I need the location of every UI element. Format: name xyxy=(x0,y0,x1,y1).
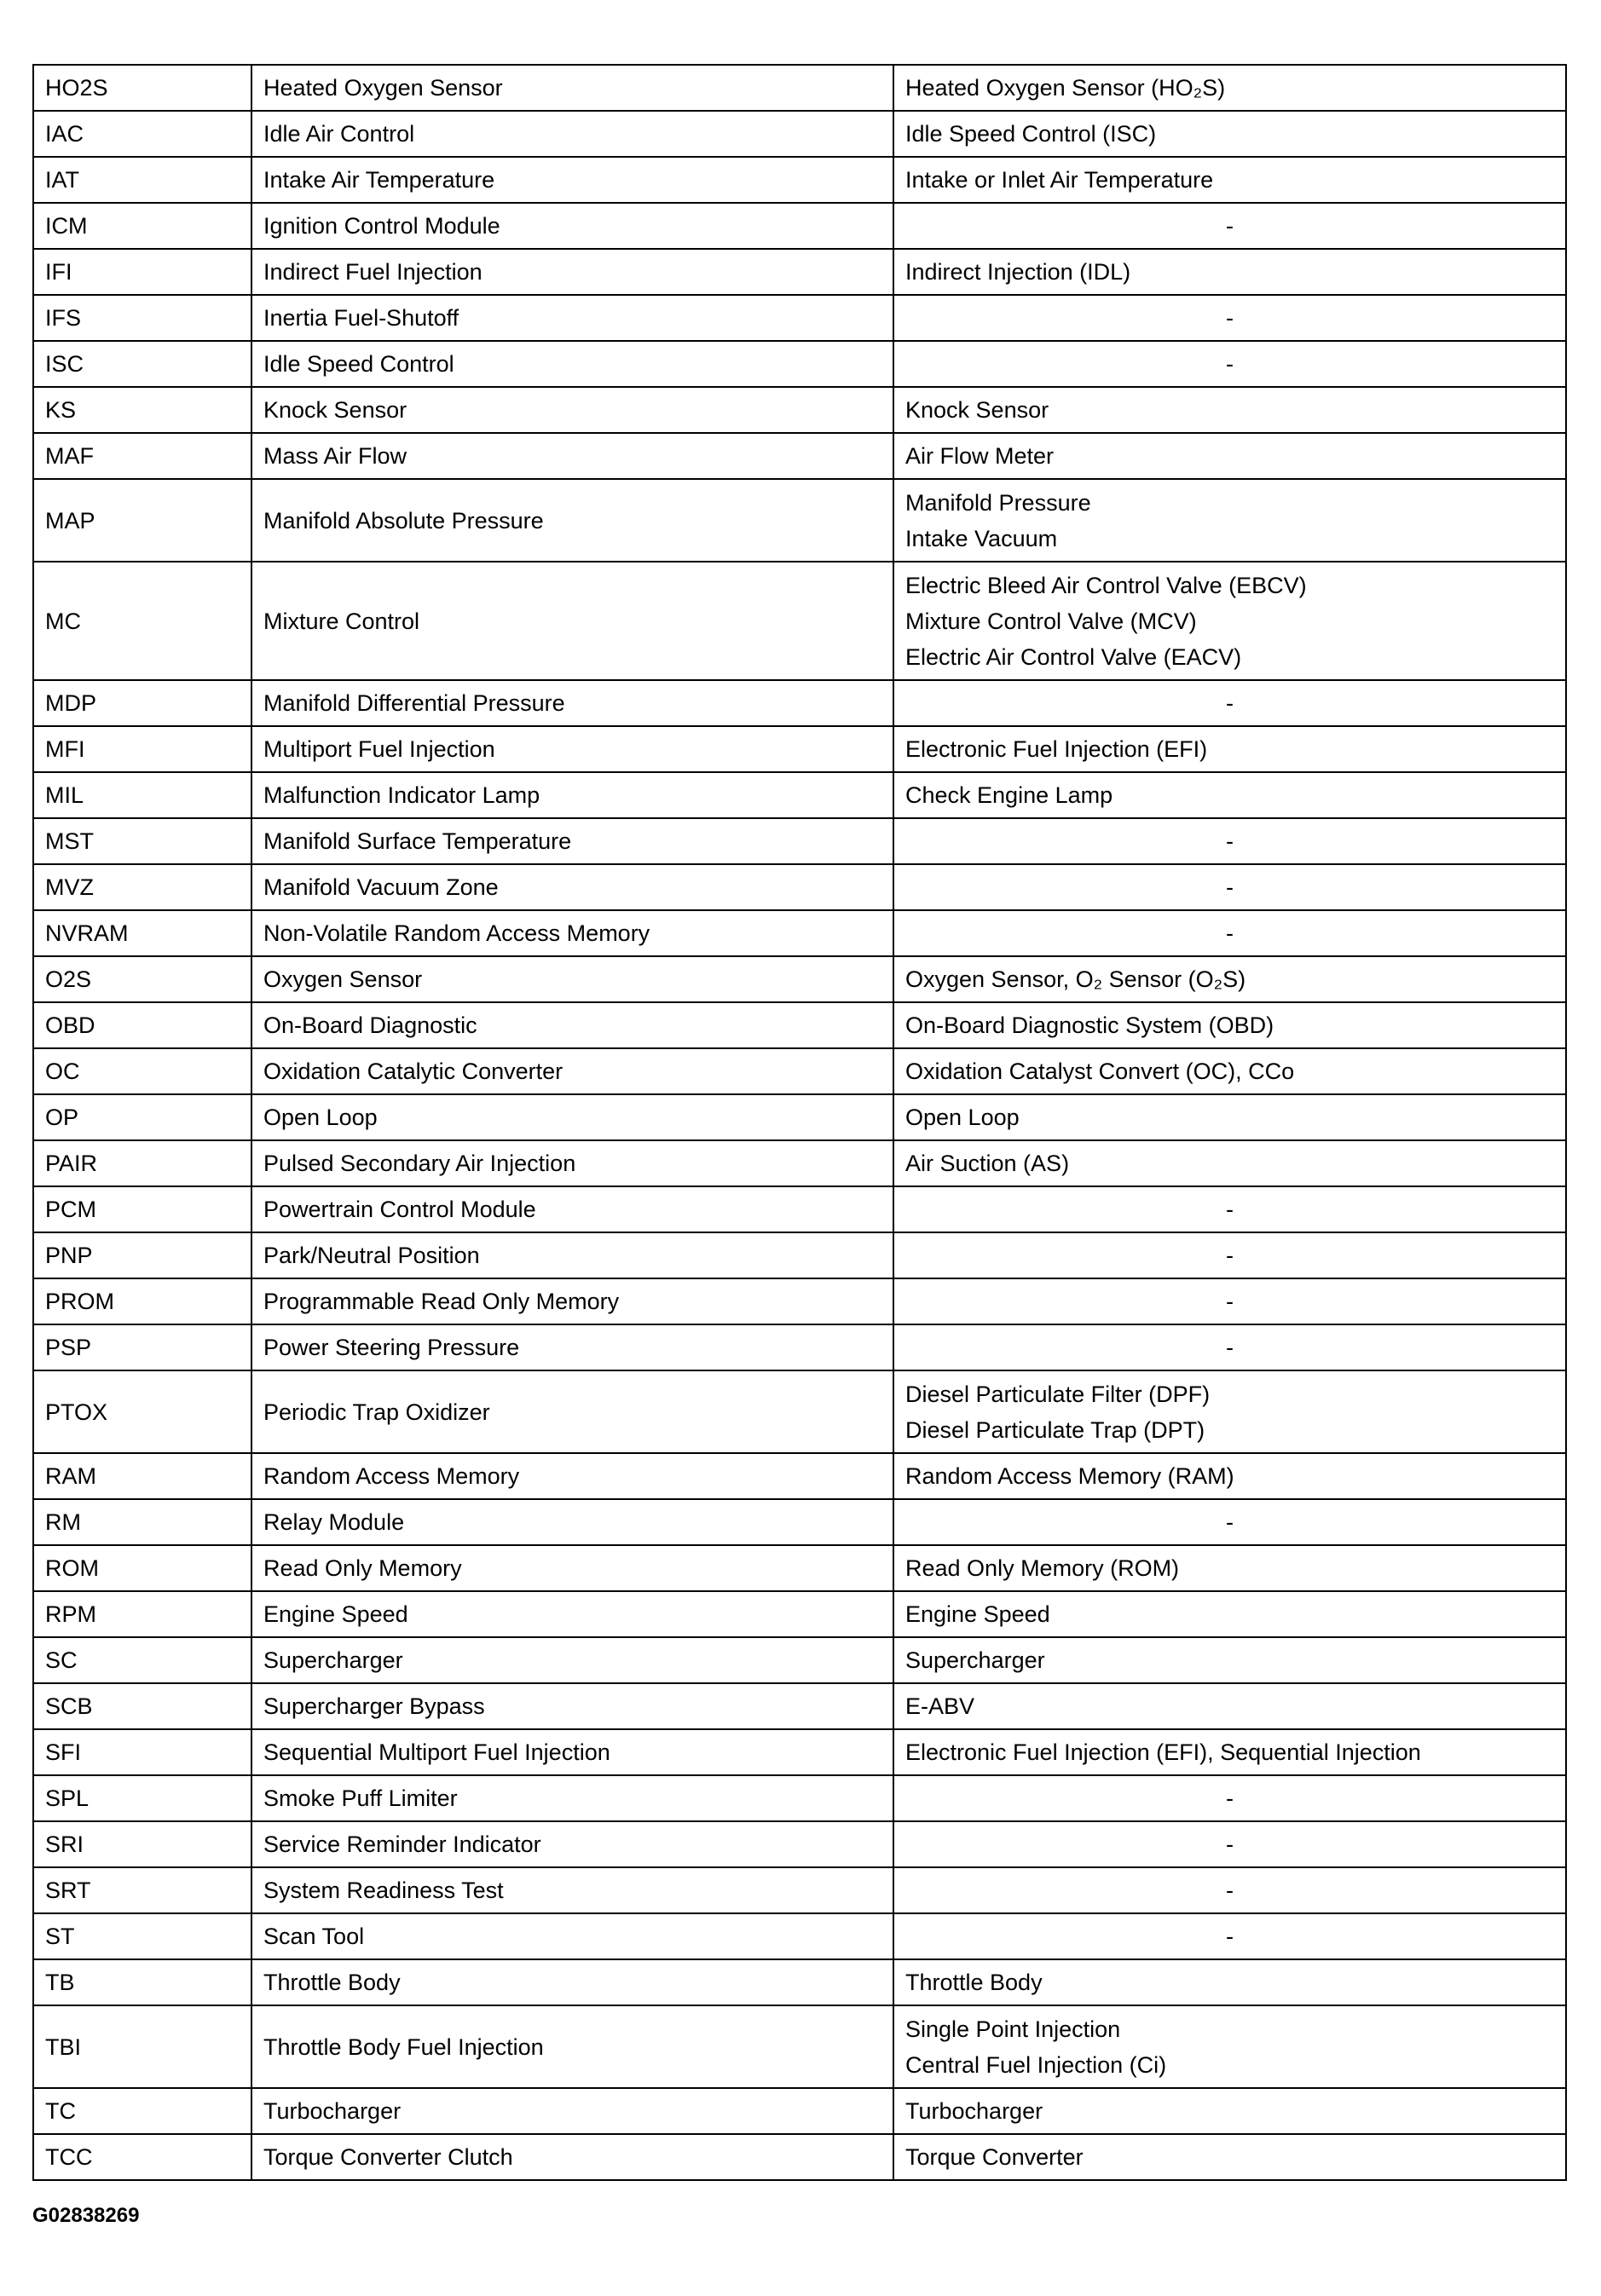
table-row xyxy=(33,1186,1566,1232)
table-row xyxy=(33,1683,1566,1729)
table-row xyxy=(33,1232,1566,1278)
abbreviation-cell: SCB xyxy=(33,1683,251,1729)
former-term-cell xyxy=(893,910,1566,956)
term-cell: Manifold Surface Temperature xyxy=(251,818,893,864)
former-term-cell xyxy=(893,1186,1566,1232)
term-cell: Relay Module xyxy=(251,1499,893,1545)
former-term-line: Mixture Control Valve (MCV) xyxy=(905,608,1197,634)
term-cell: Manifold Absolute Pressure xyxy=(251,479,893,562)
table-row xyxy=(33,680,1566,726)
abbreviation-cell: IAT xyxy=(33,157,251,203)
former-term-cell xyxy=(893,1324,1566,1370)
former-term-cell xyxy=(893,1959,1566,2005)
former-term-line: - xyxy=(1226,920,1234,946)
former-term-line: - xyxy=(1226,213,1234,239)
table-row xyxy=(33,1370,1566,1453)
table-row xyxy=(33,1324,1566,1370)
abbreviation-cell: MIL xyxy=(33,772,251,818)
table-row xyxy=(33,1867,1566,1913)
abbreviation-cell: IFI xyxy=(33,249,251,295)
term-cell: Idle Speed Control xyxy=(251,341,893,387)
table-row xyxy=(33,2088,1566,2134)
former-term-line: - xyxy=(1226,828,1234,854)
term-cell: Non-Volatile Random Access Memory xyxy=(251,910,893,956)
abbreviation-cell: NVRAM xyxy=(33,910,251,956)
table-row xyxy=(33,1140,1566,1186)
table-row xyxy=(33,479,1566,562)
former-term-cell xyxy=(893,1453,1566,1499)
abbreviation-cell: ST xyxy=(33,1913,251,1959)
term-cell: Sequential Multiport Fuel Injection xyxy=(251,1729,893,1775)
former-term-line: Air Suction (AS) xyxy=(905,1151,1070,1176)
former-term-line: - xyxy=(1226,1832,1234,1857)
former-term-cell xyxy=(893,341,1566,387)
table-row xyxy=(33,1637,1566,1683)
former-term-line: - xyxy=(1226,1335,1234,1360)
term-cell: Ignition Control Module xyxy=(251,203,893,249)
term-cell: Heated Oxygen Sensor xyxy=(251,65,893,111)
abbreviation-cell: MC xyxy=(33,562,251,680)
term-cell: Supercharger Bypass xyxy=(251,1683,893,1729)
table-row xyxy=(33,1499,1566,1545)
former-term-line: Diesel Particulate Trap (DPT) xyxy=(905,1416,1205,1443)
table-row xyxy=(33,1453,1566,1499)
former-term-cell xyxy=(893,1821,1566,1867)
former-term-line: Throttle Body xyxy=(905,1970,1043,1995)
term-cell: Inertia Fuel-Shutoff xyxy=(251,295,893,341)
former-term-line: Oxygen Sensor, O₂ Sensor (O₂S) xyxy=(905,966,1246,992)
former-term-cell xyxy=(893,864,1566,910)
abbreviation-cell: SFI xyxy=(33,1729,251,1775)
abbreviation-cell: SRT xyxy=(33,1867,251,1913)
abbreviation-cell: PTOX xyxy=(33,1370,251,1453)
former-term-line: Idle Speed Control (ISC) xyxy=(905,121,1157,147)
table-row xyxy=(33,1913,1566,1959)
abbreviation-cell: ICM xyxy=(33,203,251,249)
abbreviation-cell: PSP xyxy=(33,1324,251,1370)
table-row xyxy=(33,1048,1566,1094)
former-term-cell xyxy=(893,1591,1566,1637)
table-row xyxy=(33,1002,1566,1048)
abbreviation-cell: MST xyxy=(33,818,251,864)
former-term-line: On-Board Diagnostic System (OBD) xyxy=(905,1012,1274,1038)
abbreviation-cell: MAP xyxy=(33,479,251,562)
former-term-cell xyxy=(893,1232,1566,1278)
former-term-line: Electric Bleed Air Control Valve (EBCV) xyxy=(905,572,1307,598)
abbreviation-cell: MDP xyxy=(33,680,251,726)
term-cell: Mass Air Flow xyxy=(251,433,893,479)
former-term-cell xyxy=(893,157,1566,203)
former-term-cell xyxy=(893,1775,1566,1821)
table-row xyxy=(33,1775,1566,1821)
term-cell: Malfunction Indicator Lamp xyxy=(251,772,893,818)
former-term-line: Read Only Memory (ROM) xyxy=(905,1555,1180,1581)
abbreviation-cell: OBD xyxy=(33,1002,251,1048)
former-term-line: Air Flow Meter xyxy=(905,443,1055,469)
former-term-cell xyxy=(893,1637,1566,1683)
table-row xyxy=(33,341,1566,387)
table-row xyxy=(33,726,1566,772)
term-cell: Multiport Fuel Injection xyxy=(251,726,893,772)
former-term-cell xyxy=(893,1048,1566,1094)
table-row xyxy=(33,203,1566,249)
term-cell: Programmable Read Only Memory xyxy=(251,1278,893,1324)
former-term-cell xyxy=(893,1140,1566,1186)
abbreviation-cell: RM xyxy=(33,1499,251,1545)
abbreviation-cell: RAM xyxy=(33,1453,251,1499)
former-term-line: Supercharger xyxy=(905,1647,1045,1673)
former-term-cell xyxy=(893,2088,1566,2134)
table-row xyxy=(33,111,1566,157)
term-cell: Pulsed Secondary Air Injection xyxy=(251,1140,893,1186)
term-cell: Turbocharger xyxy=(251,2088,893,2134)
term-cell: Intake Air Temperature xyxy=(251,157,893,203)
former-term-cell xyxy=(893,1002,1566,1048)
table-row xyxy=(33,2005,1566,2088)
former-term-cell xyxy=(893,2005,1566,2088)
former-term-cell xyxy=(893,111,1566,157)
former-term-line: Check Engine Lamp xyxy=(905,782,1113,808)
former-term-line: Random Access Memory (RAM) xyxy=(905,1463,1234,1489)
former-term-line: - xyxy=(1226,1878,1234,1903)
abbreviation-table-body xyxy=(33,65,1566,2180)
former-term-line: Manifold Pressure xyxy=(905,489,1091,516)
former-term-line: Electric Air Control Valve (EACV) xyxy=(905,643,1242,670)
table-row xyxy=(33,1821,1566,1867)
abbreviation-cell: TB xyxy=(33,1959,251,2005)
term-cell: Idle Air Control xyxy=(251,111,893,157)
term-cell: Powertrain Control Module xyxy=(251,1186,893,1232)
term-cell: Scan Tool xyxy=(251,1913,893,1959)
table-row xyxy=(33,1545,1566,1591)
former-term-cell xyxy=(893,1913,1566,1959)
abbreviation-cell: KS xyxy=(33,387,251,433)
abbreviation-cell: TC xyxy=(33,2088,251,2134)
former-term-cell xyxy=(893,1867,1566,1913)
former-term-cell xyxy=(893,1545,1566,1591)
abbreviation-cell: IAC xyxy=(33,111,251,157)
table-row xyxy=(33,864,1566,910)
former-term-cell xyxy=(893,249,1566,295)
former-term-line: - xyxy=(1226,351,1234,377)
former-term-cell xyxy=(893,772,1566,818)
term-cell: Throttle Body xyxy=(251,1959,893,2005)
term-cell: Throttle Body Fuel Injection xyxy=(251,2005,893,2088)
term-cell: Service Reminder Indicator xyxy=(251,1821,893,1867)
table-row xyxy=(33,1094,1566,1140)
table-row xyxy=(33,387,1566,433)
former-term-line: Oxidation Catalyst Convert (OC), CCo xyxy=(905,1059,1295,1084)
abbreviation-cell: HO2S xyxy=(33,65,251,111)
former-term-line: Knock Sensor xyxy=(905,397,1049,423)
term-cell: On-Board Diagnostic xyxy=(251,1002,893,1048)
term-cell: Random Access Memory xyxy=(251,1453,893,1499)
table-row xyxy=(33,295,1566,341)
abbreviation-cell: SRI xyxy=(33,1821,251,1867)
term-cell: Mixture Control xyxy=(251,562,893,680)
table-row xyxy=(33,910,1566,956)
former-term-cell xyxy=(893,1094,1566,1140)
former-term-line: - xyxy=(1226,874,1234,900)
former-term-cell xyxy=(893,65,1566,111)
former-term-line: Engine Speed xyxy=(905,1601,1050,1627)
former-term-line: - xyxy=(1226,305,1234,331)
abbreviation-cell: PCM xyxy=(33,1186,251,1232)
former-term-line: - xyxy=(1226,1509,1234,1535)
abbreviation-table xyxy=(32,64,1567,2181)
former-term-line: - xyxy=(1226,1197,1234,1222)
former-term-cell xyxy=(893,818,1566,864)
former-term-line: Heated Oxygen Sensor (HO₂S) xyxy=(905,75,1226,101)
table-row xyxy=(33,65,1566,111)
abbreviation-cell: TCC xyxy=(33,2134,251,2180)
term-cell: Indirect Fuel Injection xyxy=(251,249,893,295)
term-cell: Smoke Puff Limiter xyxy=(251,1775,893,1821)
former-term-line: Single Point Injection xyxy=(905,2016,1121,2042)
term-cell: Park/Neutral Position xyxy=(251,1232,893,1278)
former-term-cell xyxy=(893,562,1566,680)
former-term-line: - xyxy=(1226,690,1234,716)
table-row xyxy=(33,562,1566,680)
former-term-cell xyxy=(893,433,1566,479)
former-term-line: Indirect Injection (IDL) xyxy=(905,259,1131,285)
term-cell: System Readiness Test xyxy=(251,1867,893,1913)
former-term-cell xyxy=(893,2134,1566,2180)
table-row xyxy=(33,772,1566,818)
table-row xyxy=(33,1591,1566,1637)
abbreviation-cell: SC xyxy=(33,1637,251,1683)
former-term-cell xyxy=(893,1729,1566,1775)
former-term-line: Central Fuel Injection (Ci) xyxy=(905,2051,1167,2078)
table-row xyxy=(33,818,1566,864)
abbreviation-cell: MVZ xyxy=(33,864,251,910)
former-term-line: Electronic Fuel Injection (EFI) xyxy=(905,736,1208,762)
former-term-cell xyxy=(893,680,1566,726)
term-cell: Power Steering Pressure xyxy=(251,1324,893,1370)
former-term-line: - xyxy=(1226,1243,1234,1268)
former-term-line: Open Loop xyxy=(905,1105,1020,1130)
table-row xyxy=(33,1278,1566,1324)
former-term-line: - xyxy=(1226,1289,1234,1314)
table-row xyxy=(33,433,1566,479)
table-row xyxy=(33,2134,1566,2180)
term-cell: Oxygen Sensor xyxy=(251,956,893,1002)
abbreviation-cell: OC xyxy=(33,1048,251,1094)
table-row xyxy=(33,956,1566,1002)
figure-id: G02838269 xyxy=(32,2204,140,2227)
former-term-line: - xyxy=(1226,1785,1234,1811)
former-term-cell xyxy=(893,726,1566,772)
abbreviation-cell: MAF xyxy=(33,433,251,479)
former-term-cell xyxy=(893,1278,1566,1324)
table-row xyxy=(33,157,1566,203)
term-cell: Knock Sensor xyxy=(251,387,893,433)
abbreviation-cell: PNP xyxy=(33,1232,251,1278)
former-term-cell xyxy=(893,203,1566,249)
former-term-line: Electronic Fuel Injection (EFI), Sequential Injection xyxy=(905,1739,1421,1765)
former-term-cell xyxy=(893,956,1566,1002)
abbreviation-cell: ROM xyxy=(33,1545,251,1591)
term-cell: Supercharger xyxy=(251,1637,893,1683)
former-term-line: Turbocharger xyxy=(905,2098,1043,2124)
abbreviation-cell: SPL xyxy=(33,1775,251,1821)
abbreviation-cell: O2S xyxy=(33,956,251,1002)
term-cell: Oxidation Catalytic Converter xyxy=(251,1048,893,1094)
term-cell: Manifold Vacuum Zone xyxy=(251,864,893,910)
former-term-line: - xyxy=(1226,1924,1234,1949)
table-row xyxy=(33,249,1566,295)
abbreviation-cell: RPM xyxy=(33,1591,251,1637)
abbreviation-cell: ISC xyxy=(33,341,251,387)
abbreviation-cell: PROM xyxy=(33,1278,251,1324)
abbreviation-cell: TBI xyxy=(33,2005,251,2088)
term-cell: Periodic Trap Oxidizer xyxy=(251,1370,893,1453)
former-term-cell xyxy=(893,295,1566,341)
table-row xyxy=(33,1729,1566,1775)
abbreviation-cell: IFS xyxy=(33,295,251,341)
former-term-cell xyxy=(893,1370,1566,1453)
former-term-line: Torque Converter xyxy=(905,2144,1084,2170)
term-cell: Manifold Differential Pressure xyxy=(251,680,893,726)
table-row xyxy=(33,1959,1566,2005)
former-term-line: E-ABV xyxy=(905,1693,975,1719)
former-term-cell xyxy=(893,387,1566,433)
term-cell: Torque Converter Clutch xyxy=(251,2134,893,2180)
abbreviation-cell: MFI xyxy=(33,726,251,772)
former-term-line: Diesel Particulate Filter (DPF) xyxy=(905,1381,1211,1407)
former-term-line: Intake Vacuum xyxy=(905,525,1058,551)
term-cell: Engine Speed xyxy=(251,1591,893,1637)
abbreviation-cell: OP xyxy=(33,1094,251,1140)
former-term-cell xyxy=(893,479,1566,562)
term-cell: Read Only Memory xyxy=(251,1545,893,1591)
former-term-cell xyxy=(893,1499,1566,1545)
former-term-line: Intake or Inlet Air Temperature xyxy=(905,167,1214,193)
term-cell: Open Loop xyxy=(251,1094,893,1140)
abbreviation-cell: PAIR xyxy=(33,1140,251,1186)
former-term-cell xyxy=(893,1683,1566,1729)
